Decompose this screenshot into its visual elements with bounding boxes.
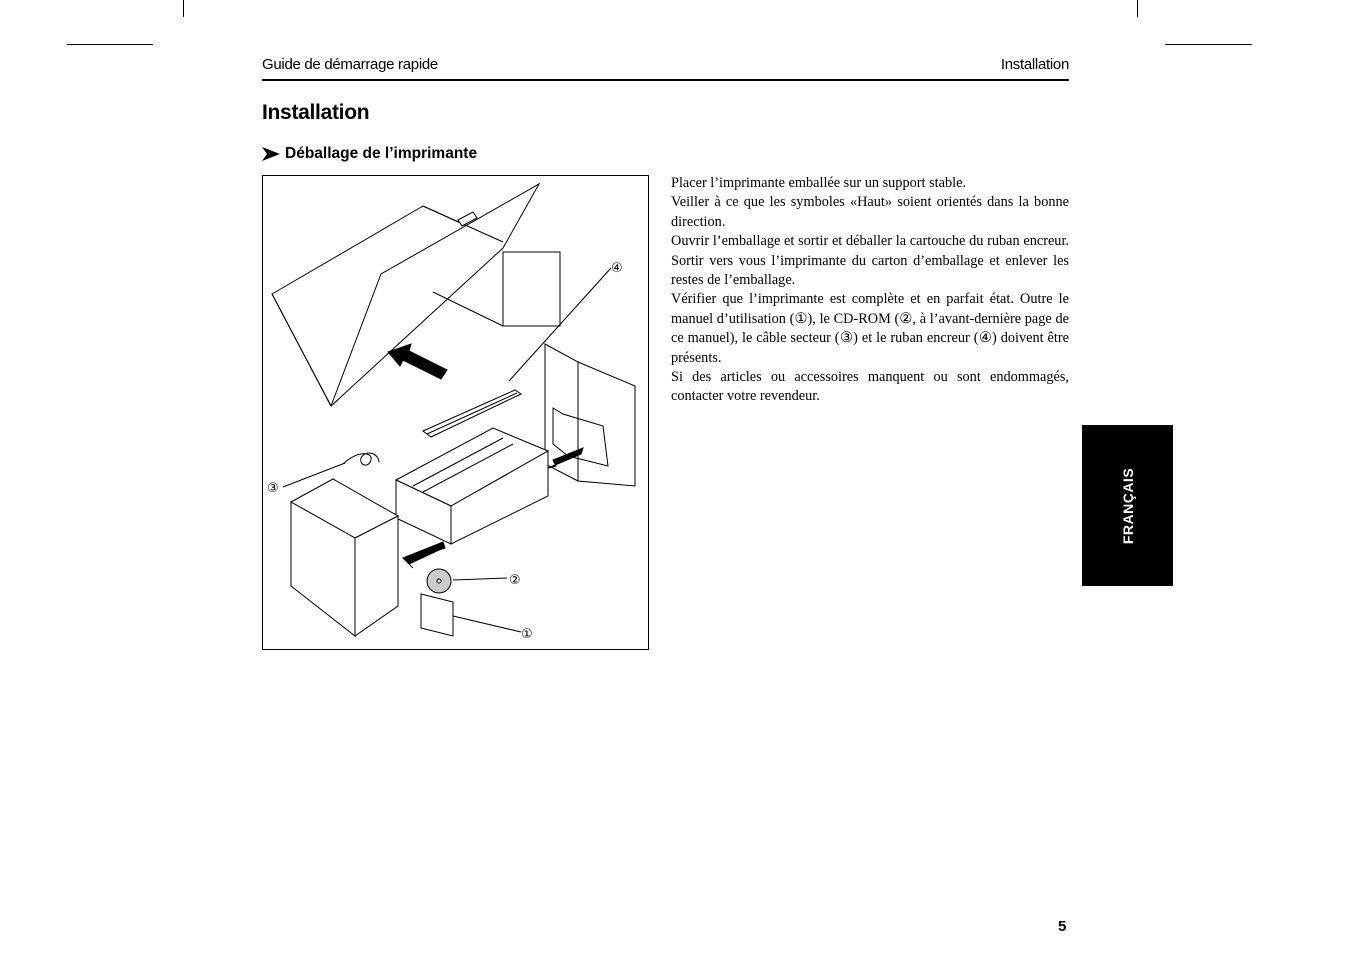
paragraph: Veiller à ce que les symboles «Haut» soient orientés dans la bonne direction.	[671, 194, 1069, 230]
running-header	[262, 54, 1069, 81]
paragraph: Ouvrir l’emballage et sortir et déballer la cartouche du ruban encreur. Sortir vers vous l’imprimante du carton d’emballage et enlever les restes de l’emballage.	[671, 233, 1069, 289]
section-heading-text: Déballage de l’imprimante	[285, 145, 478, 162]
crop-mark	[183, 0, 184, 17]
manual	[421, 594, 453, 636]
section-heading	[262, 145, 477, 163]
arrow-into-box	[388, 344, 447, 379]
unpacking-illustration	[262, 175, 649, 650]
arrow-out-printer	[403, 542, 445, 568]
callout-3: ③	[267, 481, 279, 496]
language-tab-label: FRANÇAIS	[1119, 467, 1136, 544]
page-title: Installation	[262, 101, 370, 124]
paragraph: Vérifier que l’imprimante est complète et en parfait état. Outre le manuel d’utilisation (①), le CD-ROM (②, à l’avant-dernière page de ce manuel), le câble secteur (③) et le ruban encreur (④) doivent être présents.	[671, 291, 1069, 366]
arrowhead-icon	[262, 147, 280, 161]
paragraph: Placer l’imprimante emballée sur un support stable.	[671, 175, 966, 191]
printer-unpacking-diagram	[263, 176, 648, 649]
instructions	[671, 174, 1069, 407]
header-guide-title: Guide de démarrage rapide	[262, 56, 438, 73]
page-number: 5	[1058, 918, 1067, 935]
crop-mark	[67, 44, 153, 45]
paragraph: Si des articles ou accessoires manquent ou sont endommagés, contacter votre revendeur.	[671, 369, 1069, 405]
header-chapter: Installation	[1000, 56, 1069, 73]
callout-2: ②	[509, 573, 521, 588]
crop-mark	[1165, 44, 1252, 45]
callout-4: ④	[611, 261, 623, 276]
language-tab	[1082, 425, 1173, 586]
power-cable	[343, 453, 379, 465]
crop-mark	[1137, 0, 1138, 17]
callout-1: ①	[521, 627, 533, 642]
carton-side	[503, 252, 560, 326]
